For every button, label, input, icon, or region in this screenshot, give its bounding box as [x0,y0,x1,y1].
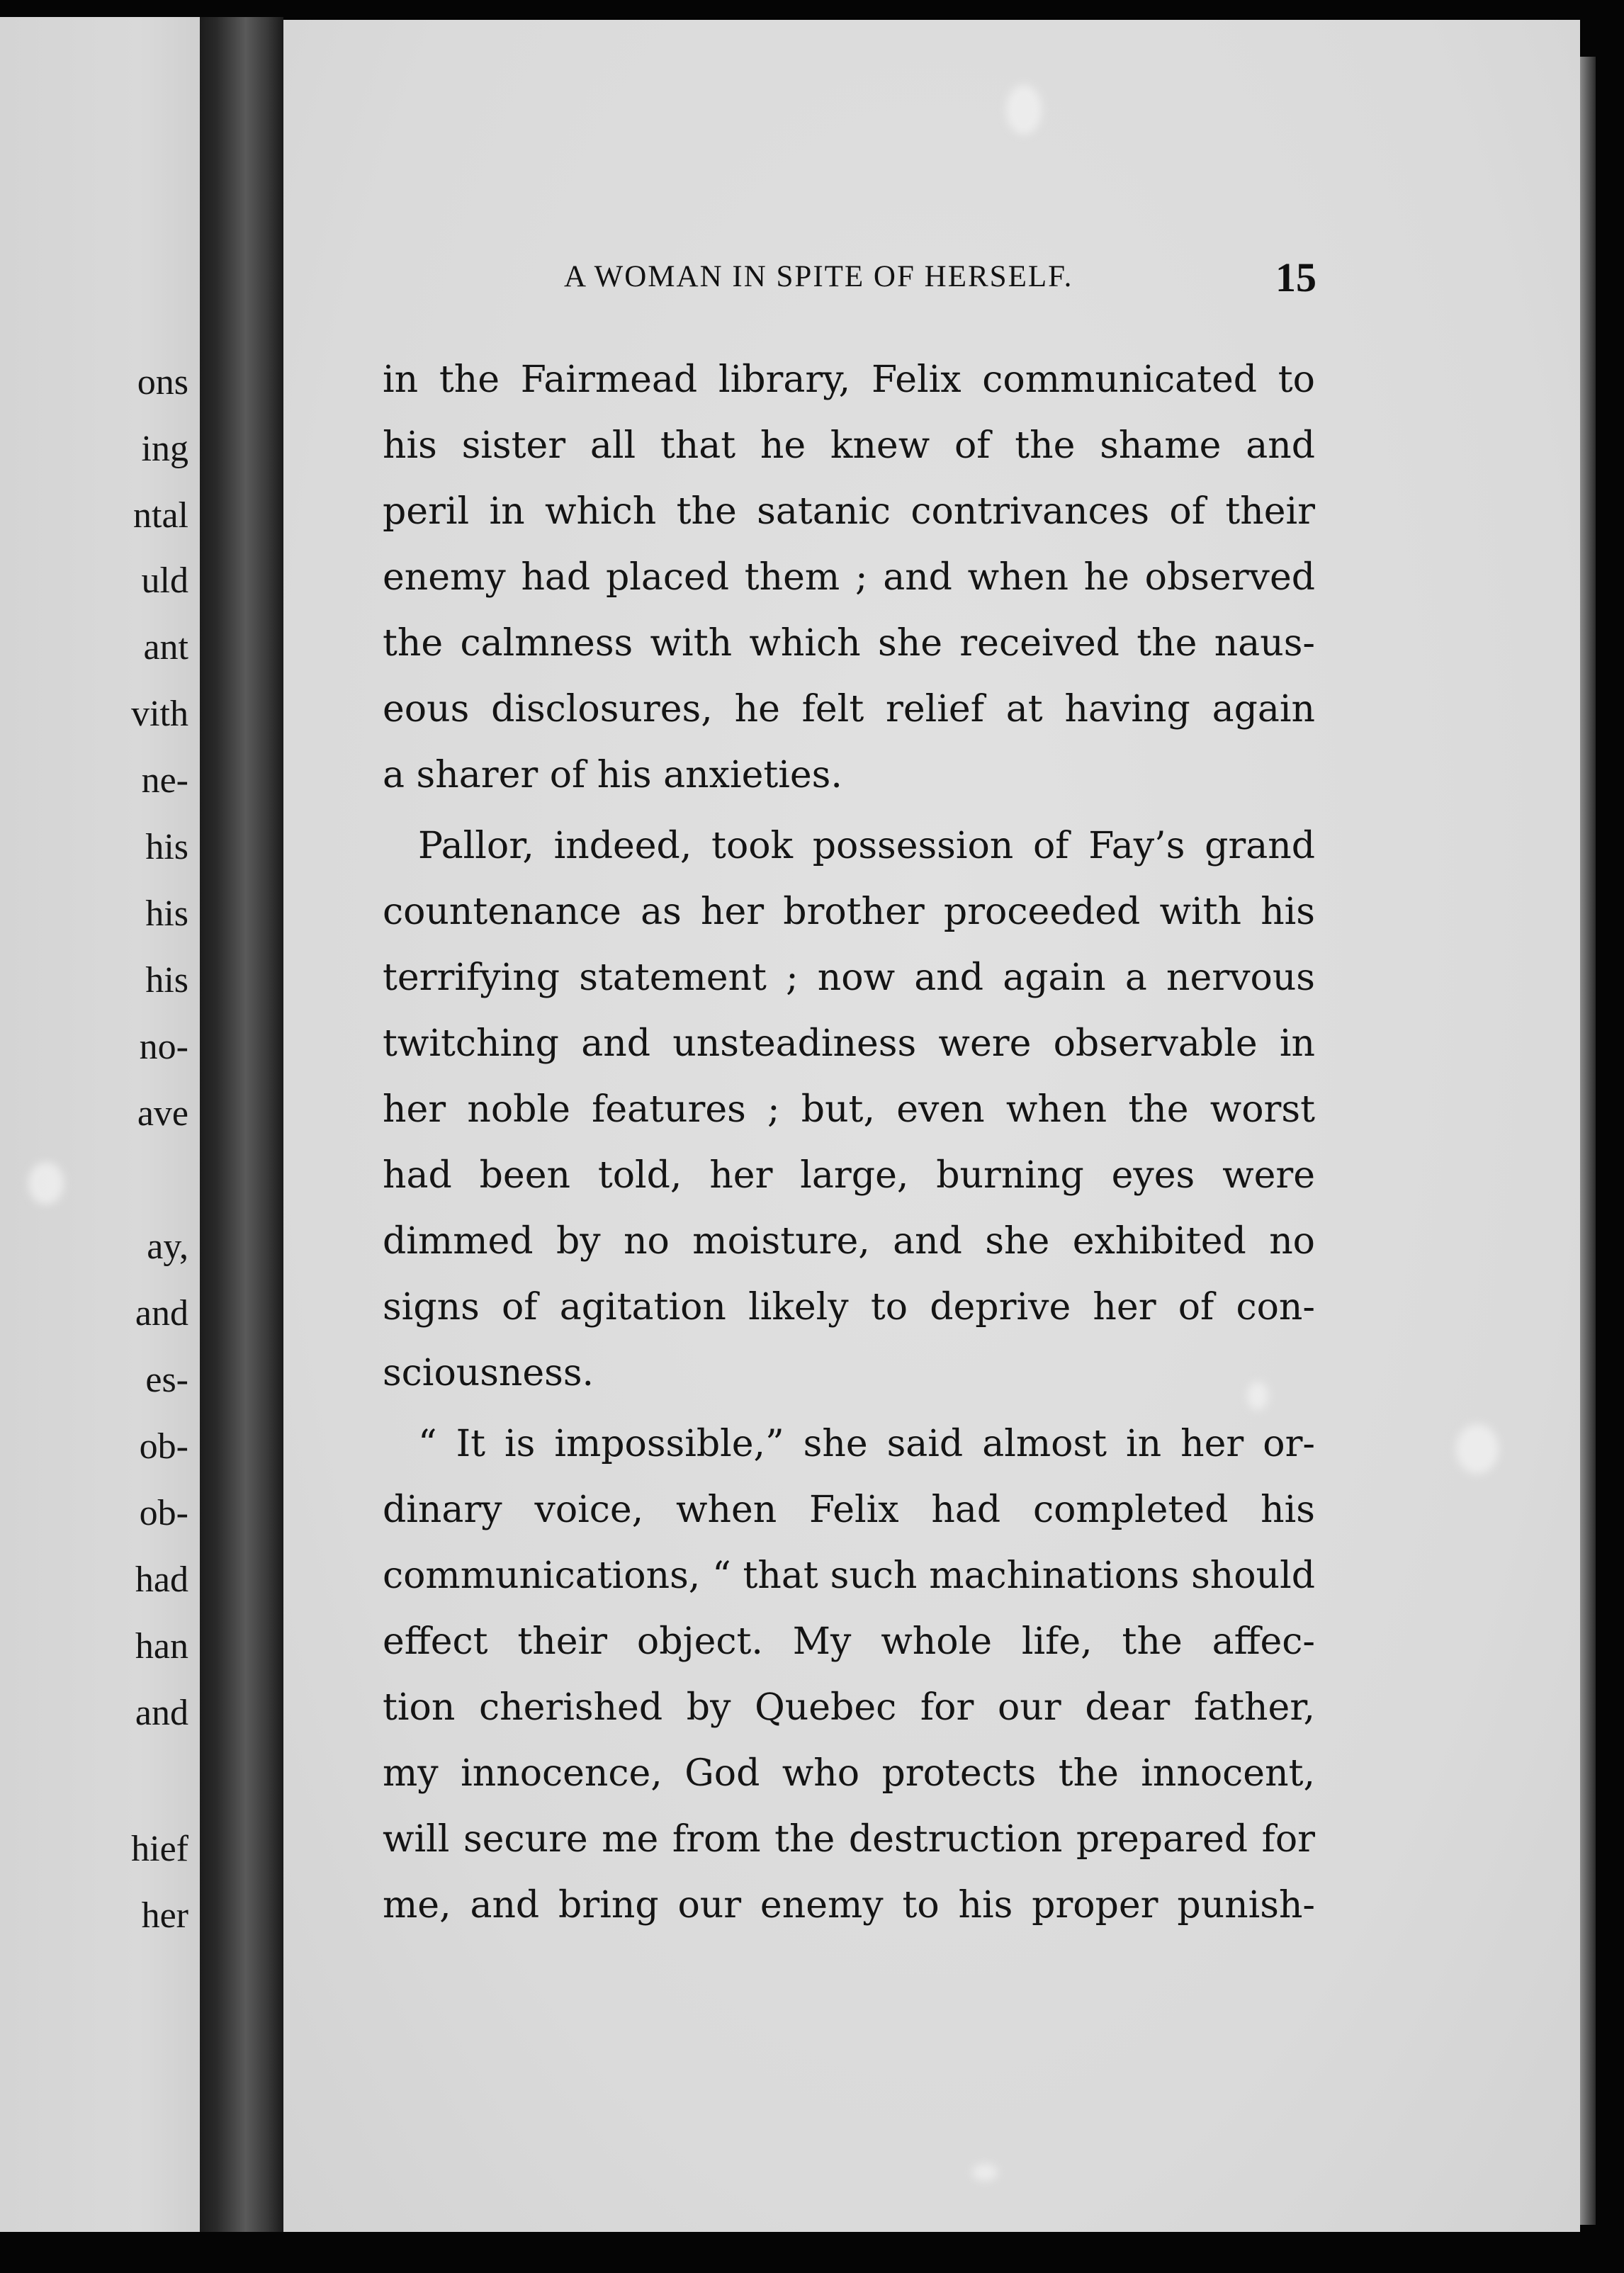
paragraph [383,1411,1315,1939]
text-line: the calmness with which she received the naus- [383,622,1315,665]
scan-speck [1006,85,1042,135]
left-page-fragment: his [145,827,188,867]
text-line: dimmed by no moisture, and she exhibited no [383,1220,1315,1263]
text-line: his sister all that he knew of the shame and [383,424,1315,467]
text-line: enemy had placed them ; and when he observed [383,556,1315,599]
left-page-fragment: ing [141,429,188,469]
paragraph [383,347,1315,808]
text-line: “ It is impossible,” she said almost in her or- [418,1423,1315,1465]
left-page-fragment: and [135,1293,188,1333]
left-page-fragment: ant [143,627,188,667]
text-line: countenance as her brother proceeded with his [383,891,1315,933]
text-line: tion cherished by Quebec for our dear father, [383,1686,1315,1729]
scan-speck [28,1162,64,1205]
book-gutter-shadow [200,17,283,2232]
left-page-fragment: hief [131,1829,188,1869]
text-line: eous disclosures, he felt relief at having again [383,688,1315,731]
text-line: will secure me from the destruction prepared for [383,1818,1315,1861]
text-line: her noble features ; but, even when the worst [383,1088,1315,1131]
page-number: 15 [1275,254,1316,300]
page-edge-shadow [1580,57,1596,2225]
text-line: me, and bring our enemy to his proper punish- [383,1884,1315,1927]
paragraph-gap [383,808,1315,813]
running-head-title: A WOMAN IN SPITE OF HERSELF. [564,260,1073,293]
scan-speck [1456,1424,1499,1474]
left-page-fragment: han [135,1626,188,1666]
left-page-fragment: and [135,1693,188,1733]
left-page-fragment: ay, [147,1226,188,1267]
left-page-fragment: no- [139,1027,188,1067]
text-line: peril in which the satanic contrivances of their [383,490,1315,533]
text-line: Pallor, indeed, took possession of Fay’s grand [418,825,1315,867]
text-line: twitching and unsteadiness were observable in [383,1022,1315,1065]
left-page-fragment: ob- [139,1426,188,1467]
running-head [283,254,1318,302]
left-page-fragment: ons [137,362,188,402]
scan-speck [972,2164,998,2181]
text-line: sciousness. [383,1352,594,1394]
text-line: in the Fairmead library, Felix communicated to [383,359,1315,401]
text-line: my innocence, God who protects the innocent, [383,1752,1315,1795]
text-line: dinary voice, when Felix had completed his [383,1489,1315,1531]
left-page-fragment: uld [141,560,188,601]
left-page-fragment: ave [137,1093,188,1134]
left-page-fragment: es- [145,1360,188,1400]
text-line: effect their object. My whole life, the affec- [383,1620,1315,1663]
left-page-fragment: her [141,1895,188,1936]
left-page-fragment: had [135,1559,188,1600]
left-page-fragment: ntal [133,495,188,536]
text-line: had been told, her large, burning eyes were [383,1154,1315,1197]
text-line: a sharer of his anxieties. [383,754,842,796]
body-text [383,347,1315,1939]
left-page-fragment: vith [131,694,188,734]
paragraph-gap [383,1406,1315,1411]
left-facing-page [0,17,200,2232]
left-page-fragment: ne- [141,760,188,801]
text-line: terrifying statement ; now and again a nervous [383,957,1315,999]
left-page-fragment: ob- [139,1493,188,1533]
paragraph [383,813,1315,1406]
left-page-fragment: his [145,893,188,934]
left-page-fragment: his [145,960,188,1000]
text-line: communications, “ that such machinations should [383,1555,1315,1597]
text-line: signs of agitation likely to deprive her of con- [383,1286,1315,1329]
